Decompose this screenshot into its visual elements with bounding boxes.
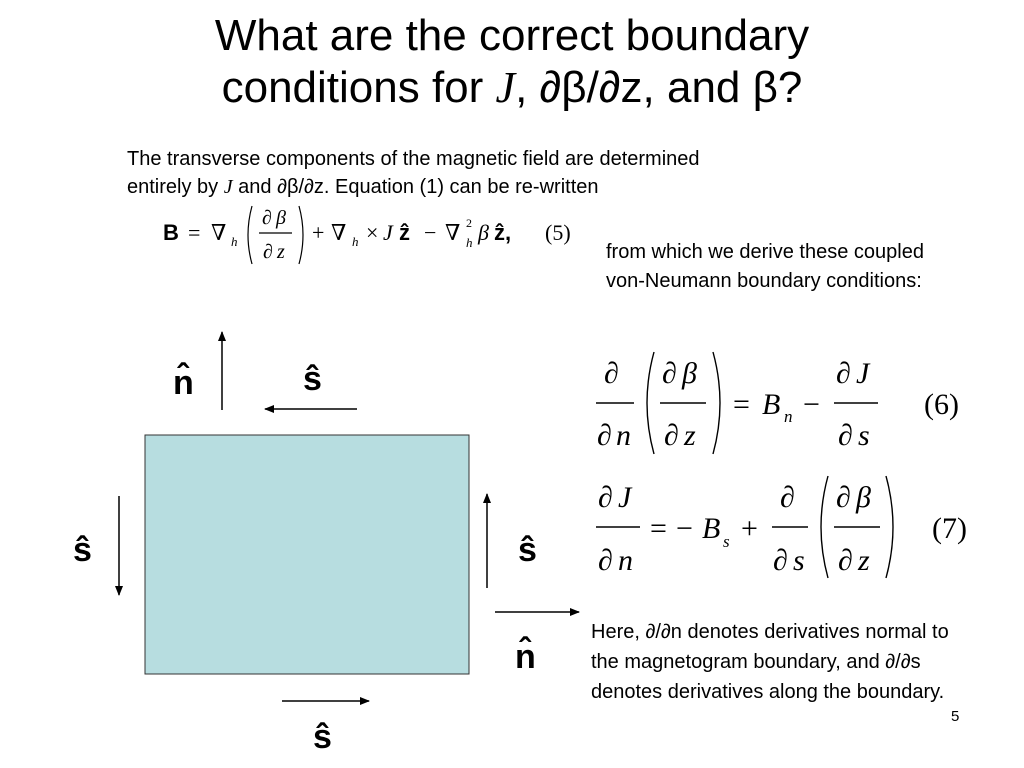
eq7-n: n [618, 544, 633, 577]
eq5-zhat-2: ẑ, [494, 220, 512, 245]
eq5-sup-2: 2 [466, 216, 472, 230]
eq7-sub-s: s [723, 532, 730, 551]
eq6-n: n [616, 419, 631, 452]
eq7-plus: + [741, 512, 758, 545]
eq7-del-n: ∂ [598, 544, 613, 577]
eq7-z: z [858, 544, 870, 577]
eq6-del-z: ∂ [664, 419, 679, 452]
eq7-del-z: ∂ [838, 544, 853, 577]
eq6-del-s: ∂ [838, 419, 853, 452]
eq7-s: s [793, 544, 805, 577]
eq7-label: (7) [932, 512, 967, 545]
intro-line-2-post: and ∂β/∂z. Equation (1) can be re-written [232, 176, 599, 198]
title-line-2-post: , ∂β/∂z, and β? [515, 63, 803, 112]
eq6-J: J [856, 357, 870, 390]
eq6-sub-n: n [784, 407, 793, 426]
label-s-top: ŝ [303, 360, 322, 398]
intro-line-1: The transverse components of the magnetic field are determined [127, 148, 700, 170]
intro-j-symbol: J [223, 176, 233, 198]
eq5-sub-h-1: h [231, 234, 238, 249]
derive-paragraph: from which we derive these coupled von-Neumann boundary conditions: [606, 241, 924, 292]
eq7-del-beta: ∂ [836, 481, 851, 514]
eq6-s: s [858, 419, 870, 452]
eq7-del-s: ∂ [773, 544, 788, 577]
eq7-del-top: ∂ [780, 481, 795, 514]
eq6-equals: = [733, 388, 750, 421]
label-s-bottom: ŝ [313, 718, 332, 756]
eq5-minus: − [424, 220, 437, 245]
eq7-minus: − [676, 512, 693, 545]
eq5-label: (5) [545, 220, 571, 245]
eq5-B: B [163, 220, 179, 245]
eq5-sub-h-3: h [466, 235, 473, 250]
eq5-J: J [383, 220, 393, 245]
eq5-del-bottom: ∂ [263, 241, 273, 263]
eq5-nabla-2: ∇ [331, 220, 347, 245]
magnetogram-box [145, 435, 469, 674]
eq6-del-top: ∂ [604, 357, 619, 390]
eq7-B: B [702, 512, 721, 545]
eq6-beta: β [682, 357, 697, 390]
explanation-paragraph: Here, ∂/∂n denotes derivatives normal to the magnetogram boundary, and ∂/∂s denotes derivatives along the boundary. [591, 621, 949, 703]
eq6-del-J: ∂ [836, 357, 851, 390]
label-s-right: ŝ [518, 531, 537, 569]
eq6-minus: − [803, 388, 820, 421]
eq5-zhat-1: ẑ [399, 220, 410, 245]
page-number: 5 [951, 708, 960, 725]
eq5-nabla-1: ∇ [211, 220, 227, 245]
eq5-beta-2: β [478, 220, 489, 245]
intro-line-2-pre: entirely by [127, 176, 224, 198]
label-s-left: ŝ [73, 531, 92, 569]
eq5-beta: β [276, 207, 286, 229]
eq7-equals: = [650, 512, 667, 545]
eq5-plus: + [312, 220, 325, 245]
eq7-beta: β [856, 481, 871, 514]
eq7-del-J: ∂ [598, 481, 613, 514]
title-line-2-pre: conditions for [221, 63, 496, 112]
eq5-times: × [366, 220, 379, 245]
eq6-del-beta: ∂ [662, 357, 677, 390]
eq5-nabla-3: ∇ [445, 220, 461, 245]
eq6-label: (6) [924, 388, 959, 421]
eq7-J: J [618, 481, 632, 514]
eq6-z: z [684, 419, 696, 452]
eq5-z: z [277, 241, 285, 263]
label-n-right: n̂ [515, 638, 536, 676]
title-line-1: What are the correct boundary [214, 11, 810, 60]
label-n-top: n̂ [173, 364, 194, 402]
eq6-B: B [762, 388, 781, 421]
eq6-del-n: ∂ [597, 419, 612, 452]
title-j-symbol: J [495, 63, 516, 112]
eq5-equals: = [188, 220, 201, 245]
eq5-sub-h-2: h [352, 234, 359, 249]
eq5-del-top: ∂ [262, 207, 272, 229]
